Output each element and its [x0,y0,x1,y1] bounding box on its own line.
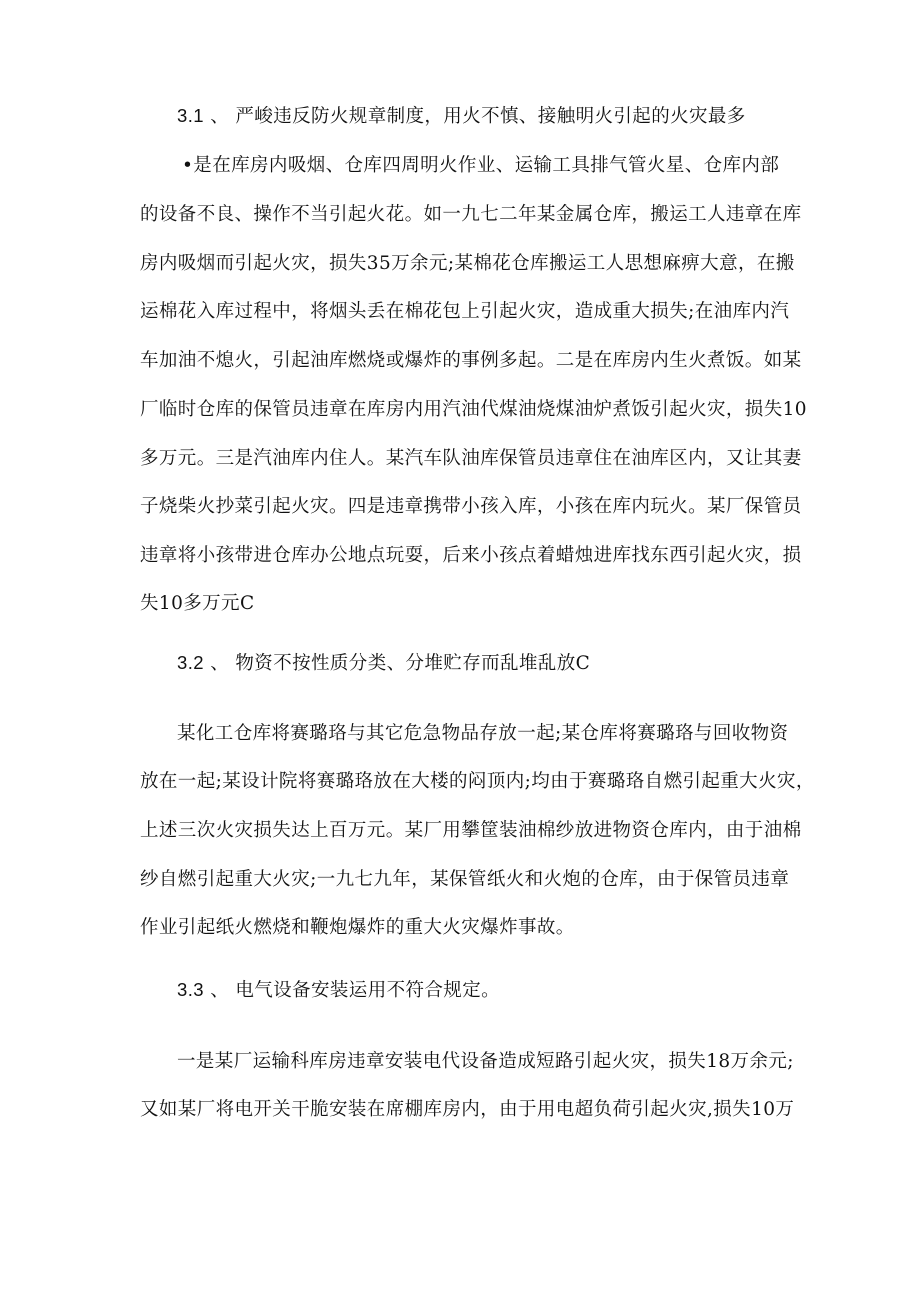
paragraph-line: 子烧柴火抄菜引起火灾。四是违章携带小孩入库，小孩在库内玩火。某厂保管员 [140,496,802,517]
section-title: 物资不按性质分类、分堆贮存而乱堆乱放C [235,653,591,674]
paragraph-line: 多万元。三是汽油库内住人。某汽车队油库保管员违章住在油库区内，又让其妻 [140,448,802,469]
paragraph-line: 的设备不良、操作不当引起火花。如一九七二年某金属仓库，搬运工人违章在库 [140,204,802,225]
paragraph-line: 纱自燃引起重大火灾;一九七九年，某保管纸火和火炮的仓库，由于保管员违章 [140,869,790,890]
section-heading-3-2 [177,651,817,676]
paragraph-line: 上述三次火灾损失达上百万元。某厂用攀筐装油棉纱放进物资仓库内，由于油棉 [140,820,802,841]
paragraph-line: 放在一起;某设计院将赛璐珞放在大楼的闷顶内;均由于赛璐珞自燃引起重大火灾， [140,771,815,792]
paragraph-line: 房内吸烟而引起火灾，损失35万余元;某棉花仓库搬运工人思想麻痹大意，在搬 [140,253,795,274]
section-heading-3-1 [177,104,817,129]
section-heading-3-3 [177,978,817,1003]
section-separator: 、 [210,980,230,1001]
paragraph-line: 失10多万元C [140,593,255,614]
section-number: 3.1 [177,105,204,126]
paragraph-line: 某化工仓库将赛璐珞与其它危急物品存放一起;某仓库将赛璐珞与回收物资 [177,723,789,744]
paragraph-line: 又如某厂将电开关干脆安装在席棚库房内，由于用电超负荷引起火灾,损失10万 [140,1099,795,1120]
paragraph-line: •是在库房内吸烟、仓库四周明火作业、运输工具排气管火星、仓库内部 [182,155,780,176]
section-title: 电气设备安装运用不符合规定。 [235,980,500,1001]
section-number: 3.2 [177,652,204,673]
paragraph-line: 违章将小孩带进仓库办公地点玩耍，后来小孩点着蜡烛进库找东西引起火灾，损 [140,545,802,566]
paragraph-line: 车加油不熄火，引起油库燃烧或爆炸的事例多起。二是在库房内生火煮饭。如某 [140,350,802,371]
paragraph-line: 厂临时仓库的保管员违章在库房内用汽油代煤油烧煤油炉煮饭引起火灾，损失10 [140,399,807,420]
section-title: 严峻违反防火规章制度，用火不慎、接触明火引起的火灾最多 [235,106,746,127]
section-separator: 、 [210,653,230,674]
paragraph-line: 作业引起纸火燃烧和鞭炮爆炸的重大火灾爆炸事故。 [140,917,575,938]
paragraph-line: 一是某厂运输科库房违章安装电代设备造成短路引起火灾，损失18万余元; [177,1051,794,1072]
section-number: 3.3 [177,979,204,1000]
section-separator: 、 [210,106,230,127]
paragraph-line: 运棉花入库过程中，将烟头丢在棉花包上引起火灾，造成重大损失;在油库内汽 [140,301,790,322]
